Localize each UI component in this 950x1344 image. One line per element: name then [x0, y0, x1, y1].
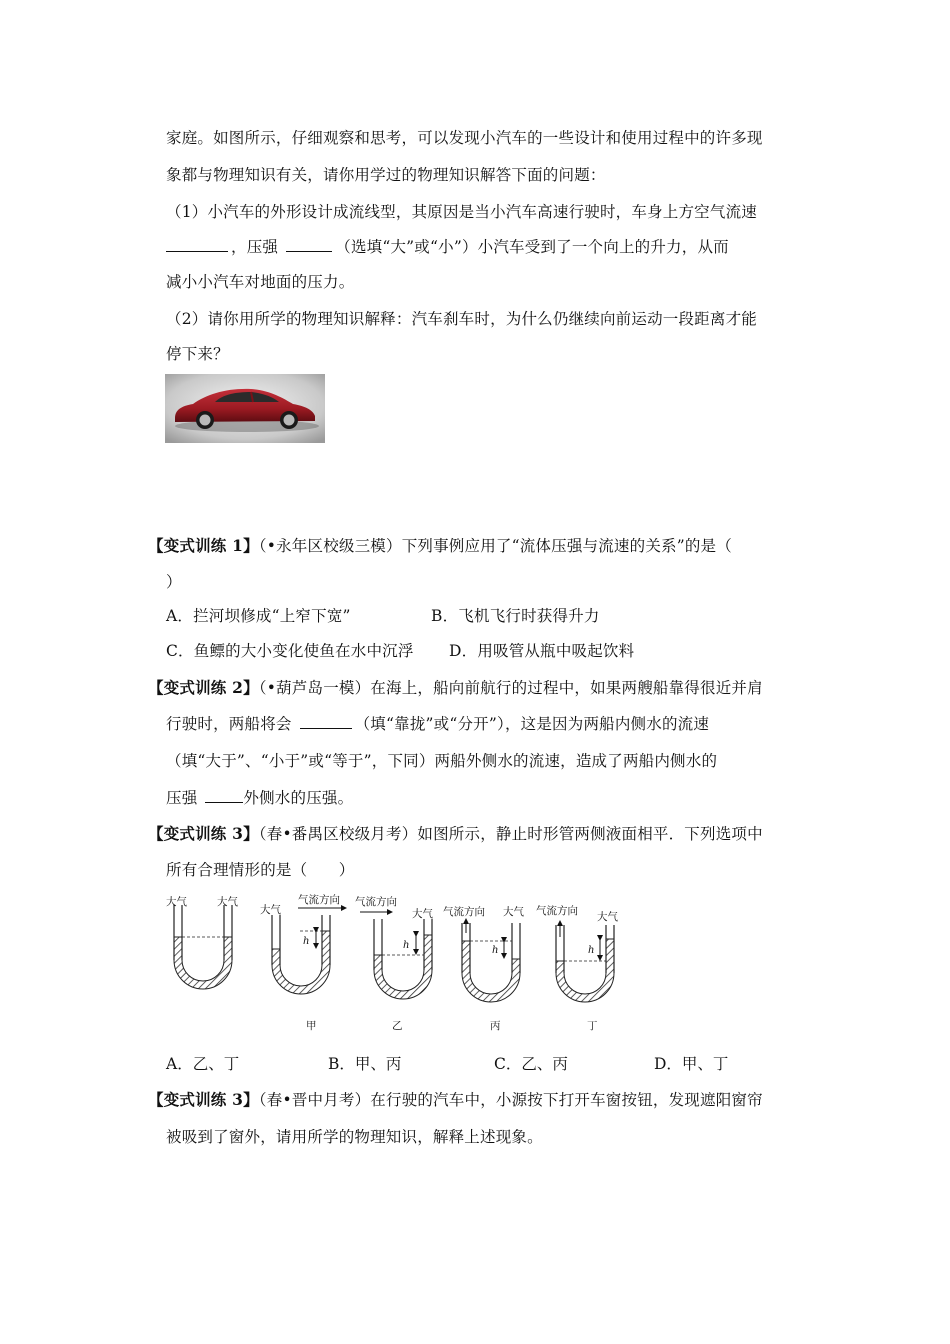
- exercise-4-line-2: 被吸到了窗外，请用所学的物理知识，解释上述现象。: [166, 1128, 543, 1146]
- exercise-tag: 【变式训练 1】: [148, 536, 259, 555]
- exercise-text: 外侧水的压强。: [243, 789, 354, 807]
- exercise-tag: 【变式训练 3】: [148, 1090, 259, 1109]
- u-tube-1: [166, 895, 238, 989]
- question-1-line-2: [166, 237, 729, 257]
- question-1-text: ，压强: [231, 238, 279, 256]
- answer-blank: [286, 237, 332, 252]
- u-tube-yi: [355, 895, 433, 1032]
- exercise-text: （填“靠拢”或“分开”），这是因为两船内侧水的流速: [354, 715, 710, 733]
- question-1-line-1: （1）小汽车的外形设计成流线型，其原因是当小汽车高速行驶时，车身上方空气流速: [166, 203, 757, 221]
- u-tube-jia: [260, 893, 346, 1032]
- option-c: C．乙、丙: [494, 1055, 568, 1073]
- intro-line-2: 象都与物理知识有关，请你用学过的物理知识解答下面的问题：: [166, 166, 606, 184]
- exercise-2-line-3: （填“大于”、“小于”或“等于”，下同）两船外侧水的流速，造成了两船内侧水的: [166, 752, 718, 770]
- exercise-3-line-2: 所有合理情形的是（ ）: [166, 861, 355, 879]
- atmosphere-label: 大气: [166, 896, 187, 908]
- question-1-text: （选填“大”或“小”）小汽车受到了一个向上的升力，从而: [335, 238, 729, 256]
- exercise-text: （春•晋中月考）在行驶的汽车中，小源按下打开车窗按钮，发现遮阳窗帘: [258, 1091, 763, 1109]
- option-d: D．甲、丁: [654, 1055, 729, 1073]
- atmosphere-label: 大气: [597, 911, 618, 923]
- height-label: h: [403, 940, 410, 951]
- tube-label-ding: 丁: [587, 1020, 598, 1032]
- exercise-2-line-1: [148, 678, 763, 698]
- option-d: D．用吸管从瓶中吸起饮料: [449, 642, 635, 660]
- height-label: h: [492, 945, 499, 956]
- exercise-text: （•永年区校级三模）下列事例应用了“流体压强与流速的关系”的是（: [258, 537, 732, 555]
- answer-blank: [205, 788, 243, 803]
- u-tube-ding: [536, 904, 618, 1032]
- intro-line-1: 家庭。如图所示，仔细观察和思考，可以发现小汽车的一些设计和使用过程中的许多现: [166, 129, 763, 147]
- airflow-label: 气流方向: [443, 906, 485, 918]
- car-photo: [165, 374, 325, 443]
- u-tube-bing: [443, 905, 524, 1032]
- option-c: C．鱼鳔的大小变化使鱼在水中沉浮: [166, 642, 414, 660]
- height-label: h: [588, 945, 595, 956]
- option-a: A．乙、丁: [166, 1055, 240, 1073]
- exercise-tag: 【变式训练 3】: [148, 824, 259, 843]
- exercise-1-line-1: [148, 536, 732, 556]
- tube-label-bing: 丙: [490, 1020, 501, 1032]
- option-b: B．飞机飞行时获得升力: [431, 607, 600, 625]
- atmosphere-label: 大气: [260, 904, 281, 916]
- airflow-label: 气流方向: [536, 905, 578, 917]
- exercise-text: 压强: [166, 789, 198, 807]
- exercise-3-line-1: [148, 824, 763, 844]
- airflow-label: 气流方向: [355, 896, 397, 908]
- answer-blank: [166, 237, 228, 252]
- answer-blank: [300, 714, 352, 729]
- exercise-text: （春•番禺区校级月考）如图所示，静止时形管两侧液面相平．下列选项中: [258, 825, 763, 843]
- exercise-text: （•葫芦岛一模）在海上，船向前航行的过程中，如果两艘船靠得很近并肩: [258, 679, 763, 697]
- exercise-2-line-2: [166, 714, 709, 734]
- u-tube-diagram: [160, 885, 640, 1035]
- exercise-text: 行驶时，两船将会: [166, 715, 292, 733]
- question-1-line-3: 减小小汽车对地面的压力。: [166, 273, 355, 291]
- airflow-label: 气流方向: [298, 894, 340, 906]
- tube-label-yi: 乙: [392, 1020, 403, 1032]
- exercise-tag: 【变式训练 2】: [148, 678, 259, 697]
- exercise-4-line-1: [148, 1090, 763, 1110]
- question-2-line-2: 停下来？: [166, 345, 229, 363]
- tube-label-jia: 甲: [306, 1020, 317, 1032]
- question-2-line-1: （2）请你用所学的物理知识解释：汽车刹车时，为什么仍继续向前运动一段距离才能: [166, 310, 757, 328]
- exercise-2-line-4: [166, 788, 353, 808]
- option-a: A．拦河坝修成“上窄下宽”: [166, 607, 351, 625]
- atmosphere-label: 大气: [503, 906, 524, 918]
- height-label: h: [303, 936, 310, 947]
- atmosphere-label: 大气: [217, 896, 238, 908]
- exercise-1-line-2: ）: [166, 573, 182, 591]
- atmosphere-label: 大气: [412, 908, 433, 920]
- option-b: B．甲、丙: [328, 1055, 402, 1073]
